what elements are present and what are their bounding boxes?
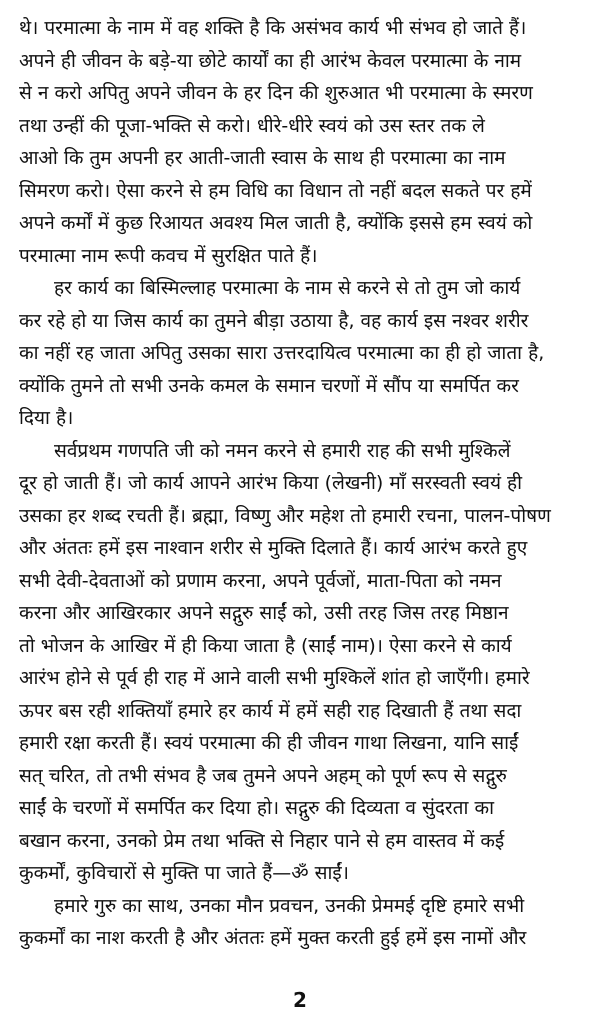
page-number: 2	[293, 988, 307, 1012]
text-line: ऊपर बस रही शक्तियाँ हमारे हर कार्य में हमें सही राह दिखाती हैं तथा सदा	[19, 699, 522, 722]
text-line: हर कार्य का बिस्मिल्लाह परमात्मा के नाम से करने से तो तुम जो कार्य	[54, 277, 521, 299]
text-line: कुकर्मों, कुविचारों से मुक्ति पा जाते हैं—ॐ साईं।	[19, 862, 349, 884]
text-line: तो भोजन के आखिर में ही किया जाता है (साईं नाम)। ऐसा करने से कार्य	[19, 634, 512, 657]
paragraph-3	[19, 435, 581, 890]
text-line: परमात्मा नाम रूपी कवच में सुरक्षित पाते हैं।	[19, 244, 318, 267]
text-line: का नहीं रह जाता अपितु उसका सारा उत्तरदायित्व परमात्मा का ही हो जाता है,	[19, 342, 545, 364]
text-line: सत् चरित, तो तभी संभव है जब तुमने अपने अहम् को पूर्ण रूप से सद्गुरु	[19, 764, 507, 787]
text-line: उसका हर शब्द रचती हैं। ब्रह्मा, विष्णु और महेश तो हमारी रचना, पालन-पोषण	[19, 504, 551, 527]
text-line: थे। परमात्मा के नाम में वह शक्ति है कि असंभव कार्य भी संभव हो जाते हैं।	[19, 17, 527, 39]
text-line: क्योंकि तुमने तो सभी उनके कमल के समान चरणों में सौंप या समर्पित कर	[19, 374, 519, 397]
text-line: साईं के चरणों में समर्पित कर दिया हो। सद्गुरु की दिव्यता व सुंदरता का	[19, 797, 494, 819]
text-line: तथा उन्हीं की पूजा-भक्ति से करो। धीरे-धीरे स्वयं को उस स्तर तक ले	[19, 114, 485, 137]
paragraph-2	[19, 272, 581, 435]
paragraph-4	[19, 890, 581, 955]
text-line: सभी देवी-देवताओं को प्रणाम करना, अपने पूर्वजों, माता-पिता को नमन	[19, 569, 502, 592]
text-line: सर्वप्रथम गणपति जी को नमन करने से हमारी राह की सभी मुश्किलें	[54, 439, 511, 462]
text-line: कुकर्मों का नाश करती है और अंततः हमें मुक्त करती हुई हमें इस नामों और	[19, 927, 527, 949]
text-line: दिया है।	[19, 407, 74, 429]
text-line: बखान करना, उनको प्रेम तथा भक्ति से निहार पाने से हम वास्तव में कई	[19, 829, 505, 852]
text-line: से न करो अपितु अपने जीवन के हर दिन की शुरुआत भी परमात्मा के स्मरण	[19, 82, 533, 104]
text-line: और अंततः हमें इस नाश्वान शरीर से मुक्ति दिलाते हैं। कार्य आरंभ करते हुए	[19, 537, 528, 559]
paragraph-1	[19, 12, 581, 272]
text-line: दूर हो जाती हैं। जो कार्य आपने आरंभ किया (लेखनी) माँ सरस्वती स्वयं ही	[19, 472, 523, 494]
text-line: हमारी रक्षा करती हैं। स्वयं परमात्मा की ही जीवन गाथा लिखना, यानि साईं	[19, 732, 519, 754]
text-line: अपने कर्मों में कुछ रिआयत अवश्य मिल जाती है, क्योंकि इससे हम स्वयं को	[19, 212, 533, 234]
text-line: अपने ही जीवन के बड़े-या छोटे कार्यों का ही आरंभ केवल परमात्मा के नाम	[19, 49, 522, 72]
text-line: सिमरण करो। ऐसा करने से हम विधि का विधान तो नहीं बदल सकते पर हमें	[19, 179, 532, 202]
text-line: आओ कि तुम अपनी हर आती-जाती स्वास के साथ ही परमात्मा का नाम	[19, 147, 506, 169]
text-line: आरंभ होने से पूर्व ही राह में आने वाली सभी मुश्किलें शांत हो जाएँगी। हमारे	[19, 667, 530, 689]
text-line: हमारे गुरु का साथ, उनका मौन प्रवचन, उनकी प्रेममई दृष्टि हमारे सभी	[54, 894, 525, 917]
text-line: करना और आखिरकार अपने सद्गुरु साईं को, उसी तरह जिस तरह मिष्ठान	[19, 602, 509, 624]
text-line: कर रहे हो या जिस कार्य का तुमने बीड़ा उठाया है, वह कार्य इस नश्वर शरीर	[19, 309, 529, 332]
